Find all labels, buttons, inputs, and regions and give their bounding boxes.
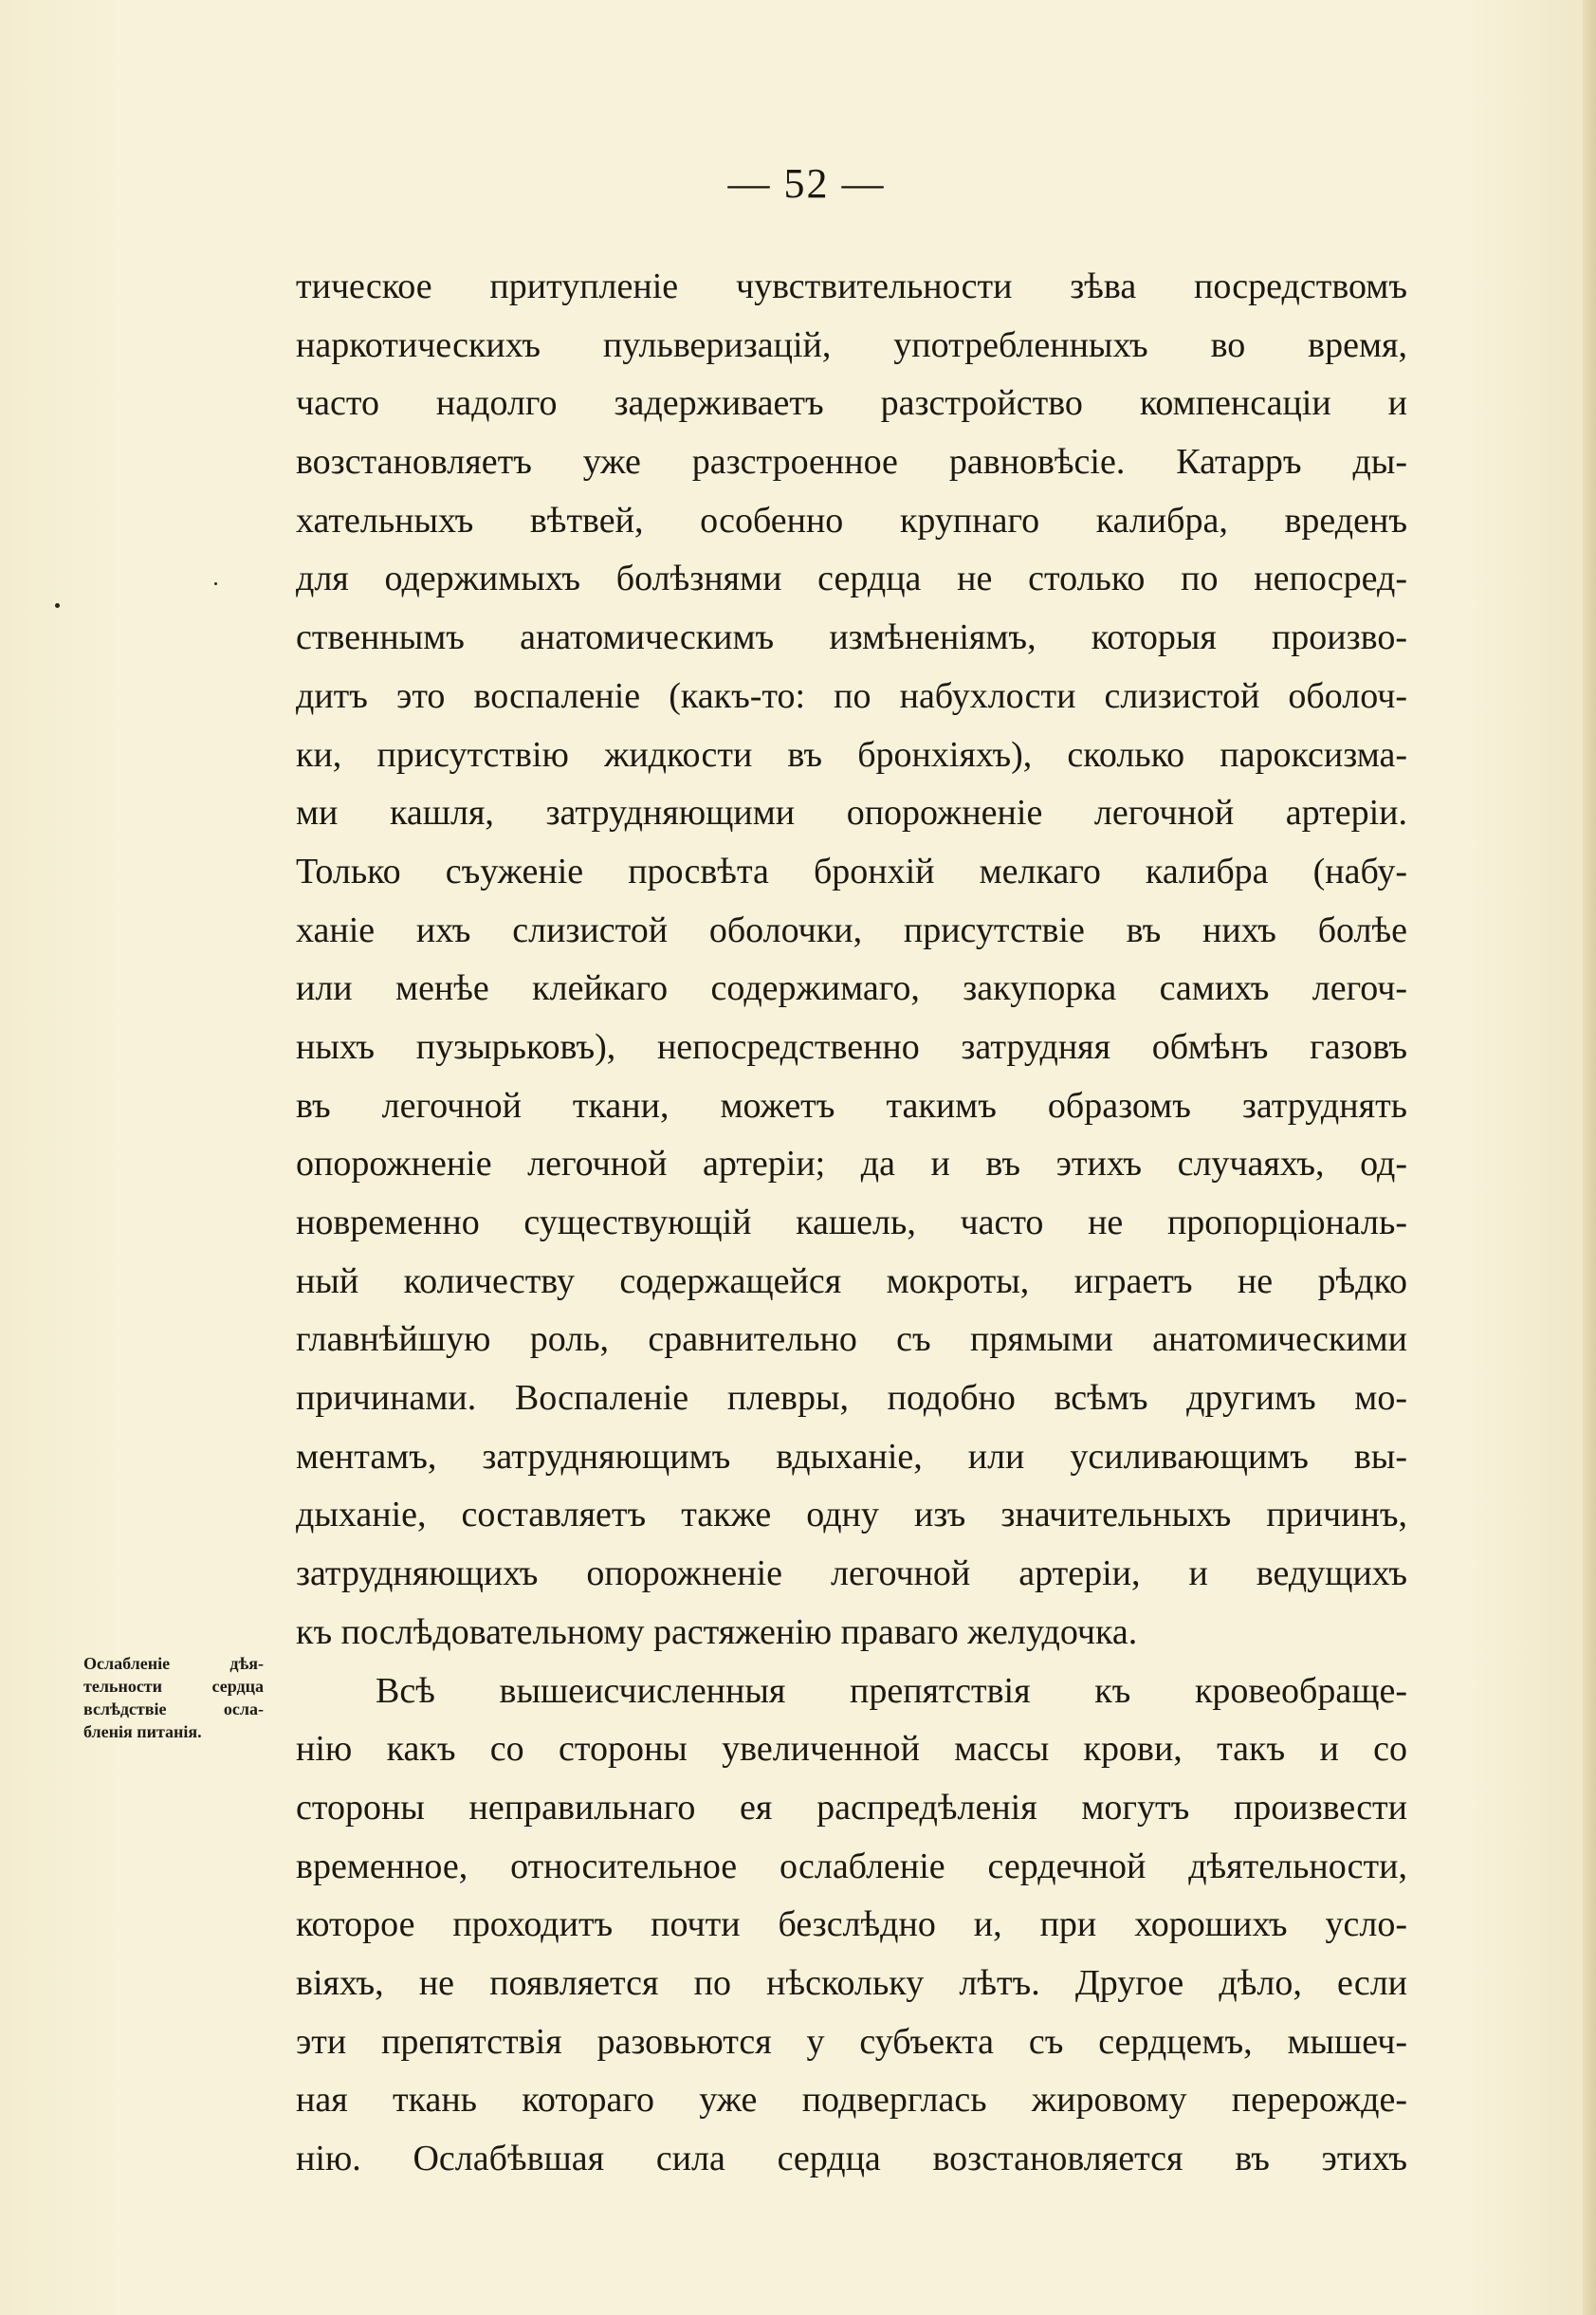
text-line: стороны неправильнаго ея распредѣленія могутъ произвести: [296, 1787, 1407, 1828]
text-line: хательныхъ вѣтвей, особенно крупнаго калибра, вреденъ: [296, 500, 1407, 541]
text-line: опорожненіе легочной артеріи; да и въ этихъ случаяхъ, од-: [296, 1144, 1407, 1185]
text-line: ная ткань котораго уже подверглась жировому перерожде-: [296, 2080, 1407, 2121]
text-line: Только съуженіе просвѣта бронхій мелкаго калибра (набу-: [296, 851, 1407, 891]
text-line: въ легочной ткани, можетъ такимъ образомъ затруднять: [296, 1085, 1407, 1126]
text-line: ственнымъ анатомическимъ измѣненіямъ, которыя произво-: [296, 617, 1407, 658]
text-line: причинами. Воспаленіе плевры, подобно всѣмъ другимъ мо-: [296, 1378, 1407, 1419]
main-text: [296, 258, 1407, 2189]
text-line: главнѣйшую роль, сравнительно съ прямыми анатомическими: [296, 1319, 1407, 1360]
text-line: ментамъ, затрудняющимъ вдыханіе, или усиливающимъ вы-: [296, 1436, 1407, 1477]
text-line: дыханіе, составляетъ также одну изъ значительныхъ причинъ,: [296, 1495, 1407, 1535]
margin-note-line: бленія питанія.: [83, 1722, 202, 1741]
text-line: для одержимыхъ болѣзнями сердца не столько по непосред-: [296, 559, 1407, 599]
text-line: дитъ это воспаленіе (какъ-то: по набухлости слизистой оболоч-: [296, 675, 1407, 716]
text-line: временное, относительное ослабленіе сердечной дѣятельности,: [296, 1846, 1407, 1886]
paragraph-end-line: къ послѣдовательному растяженію праваго желудочка.: [296, 1611, 1138, 1652]
text-line: эти препятствія разовьются у субъекта съ сердцемъ, мышеч-: [296, 2021, 1407, 2062]
text-line: которое проходитъ почти безслѣдно и, при хорошихъ усло-: [296, 1904, 1407, 1945]
text-line: или менѣе клейкаго содержимаго, закупорка самихъ легоч-: [296, 968, 1407, 1009]
text-line: ныхъ пузырьковъ), непосредственно затрудняя обмѣнъ газовъ: [296, 1026, 1407, 1067]
text-line: возстановляетъ уже разстроенное равновѣсіе. Катарръ ды-: [296, 442, 1407, 483]
margin-note-line: тельности сердца: [83, 1677, 264, 1696]
text-line: затрудняющихъ опорожненіе легочной артеріи, и ведущихъ: [296, 1553, 1407, 1594]
text-line: наркотическихъ пульверизацій, употребленныхъ во время,: [296, 324, 1407, 365]
text-line: новременно существующій кашель, часто не пропорціональ-: [296, 1203, 1407, 1242]
text-line: віяхъ, не появляется по нѣскольку лѣтъ. Другое дѣло, если: [296, 1962, 1407, 2003]
text-line: нію какъ со стороны увеличенной массы крови, такъ и со: [296, 1729, 1407, 1770]
text-line: нію. Ослабѣвшая сила сердца возстановляется въ этихъ: [296, 2139, 1407, 2178]
text-line: ханіе ихъ слизистой оболочки, присутствіе въ нихъ болѣе: [296, 909, 1407, 950]
margin-note-line: вслѣдствіе осла-: [83, 1700, 264, 1718]
margin-note: [83, 1652, 264, 1743]
text-line: часто надолго задерживаетъ разстройство компенсаціи и: [296, 383, 1407, 424]
text-line: ми кашля, затрудняющими опорожненіе легочной артеріи.: [296, 793, 1407, 834]
ink-speck: [55, 603, 60, 608]
page-edge: [1583, 0, 1596, 2315]
text-line: тическое притупленіе чувствительности зѣва посредствомъ: [296, 266, 1407, 306]
text-line: ный количеству содержащейся мокроты, играетъ не рѣдко: [296, 1260, 1407, 1301]
paragraph-start-line: Всѣ вышеисчисленныя препятствія къ кровеобраще-: [376, 1670, 1407, 1711]
margin-note-line: Ослабленіе дѣя-: [83, 1654, 264, 1673]
text-line: ки, присутствію жидкости въ бронхіяхъ), сколько пароксизма-: [296, 734, 1407, 775]
page-number: — 52 —: [727, 160, 886, 207]
ink-speck: [214, 582, 217, 585]
